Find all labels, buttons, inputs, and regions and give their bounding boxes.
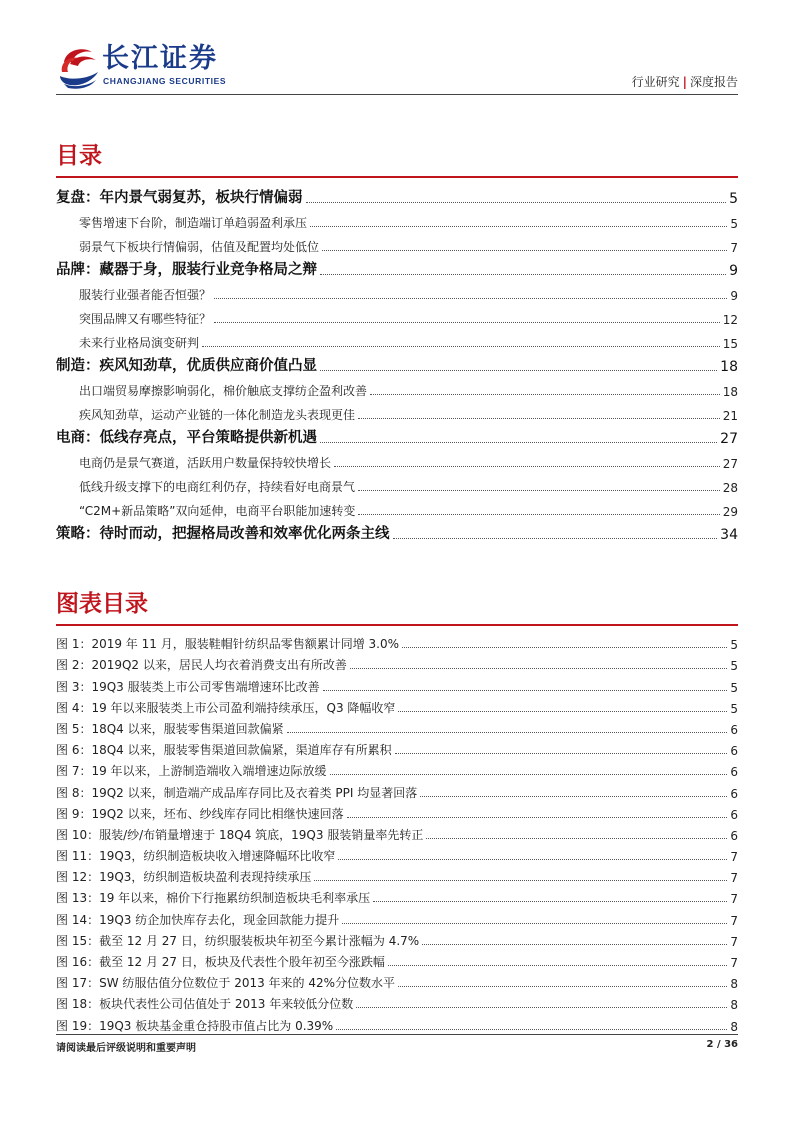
dot-leader [334, 466, 720, 467]
report-subtype: 深度报告 [689, 75, 738, 89]
toc-section-entry-page: 28 [722, 481, 738, 495]
figure-entry[interactable] [56, 631, 738, 652]
figure-entry-title: 图 12：19Q3，纺织制造板块盈利表现持续承压 [56, 870, 312, 885]
figure-entry[interactable] [56, 991, 738, 1012]
figure-entry-title: 图 7：19 年以来，上游制造端收入端增速边际放缓 [56, 764, 327, 779]
dot-leader [398, 711, 727, 712]
dot-leader [395, 753, 728, 754]
figure-entry-page: 8 [730, 1019, 738, 1034]
toc-title: 目录 [56, 143, 102, 169]
toc-chapter-entry-title: 品牌：藏器于身，服装行业竞争格局之辩 [56, 262, 317, 278]
toc-chapter-entry-title: 制造：疾风知劲草，优质供应商价值凸显 [56, 358, 317, 374]
figure-entry[interactable] [56, 1012, 738, 1033]
figure-toc-title: 图表目录 [56, 591, 148, 617]
dot-leader [358, 490, 720, 491]
toc-chapter-entry-page: 5 [729, 191, 738, 207]
toc-section-entry-page: 5 [730, 217, 738, 231]
toc-section-entry[interactable] [56, 495, 738, 519]
toc-section-entry-page: 18 [722, 385, 738, 399]
logo-wordmark-cn: 长江证券 [102, 43, 218, 74]
figure-entry-title: 图 8：19Q2 以来，制造端产成品库存同比及衣着类 PPI 均显著回落 [56, 785, 418, 800]
figure-list [56, 631, 738, 1034]
figure-entry-title: 图 1：2019 年 11 月，服装鞋帽针纺织品零售额累计同增 3.0% [56, 637, 400, 652]
figure-entry[interactable] [56, 695, 738, 716]
toc-section-entry[interactable] [56, 231, 738, 255]
toc-section-entry-title: 出口端贸易摩擦影响弱化，棉价触底支撑纺企盈利改善 [79, 384, 368, 398]
figure-entry-title: 图 2：2019Q2 以来，居民人均衣着消费支出有所改善 [56, 658, 347, 673]
figure-entry[interactable] [56, 949, 738, 970]
figure-entry[interactable] [56, 673, 738, 694]
figure-entry[interactable] [56, 822, 738, 843]
figure-entry[interactable] [56, 970, 738, 991]
figure-entry[interactable] [56, 652, 738, 673]
figure-entry[interactable] [56, 864, 738, 885]
toc-section-entry-title: 零售增速下台阶，制造端订单趋弱盈利承压 [79, 216, 308, 230]
figure-entry-page: 5 [730, 680, 738, 695]
dot-leader [422, 944, 727, 945]
footer-disclaimer: 请阅读最后评级说明和重要声明 [56, 1043, 196, 1054]
dot-leader [320, 370, 717, 371]
figure-toc-title-rule [56, 624, 738, 626]
changjiang-logo-icon [56, 42, 100, 90]
dot-leader [322, 250, 727, 251]
toc-section-entry[interactable] [56, 207, 738, 231]
dot-leader [370, 394, 720, 395]
toc-section-entry-title: 服装行业强者能否恒强？ [79, 288, 212, 302]
figure-entry-title: 图 5：18Q4 以来，服装零售渠道回款偏紧 [56, 721, 284, 736]
figure-entry-title: 图 18：板块代表性公司估值处于 2013 年来较低分位数 [56, 997, 354, 1012]
toc-section-entry-title: 未来行业格局演变研判 [79, 336, 200, 350]
figure-entry-page: 5 [730, 659, 738, 674]
figure-entry[interactable] [56, 737, 738, 758]
dot-leader [388, 965, 727, 966]
toc-chapter-entry[interactable] [56, 351, 738, 375]
figure-entry-title: 图 17：SW 纺服估值分位数位于 2013 年来的 42%分位数水平 [56, 976, 396, 991]
toc-section-entry-title: 电商仍是景气赛道，活跃用户数量保持较快增长 [79, 456, 332, 470]
dot-leader [202, 346, 720, 347]
toc-section-entry-title: 疾风知劲草，运动产业链的一体化制造龙头表现更佳 [79, 408, 356, 422]
dot-leader [393, 538, 718, 539]
dot-leader [420, 796, 727, 797]
figure-entry-page: 7 [730, 850, 738, 865]
figure-entry[interactable] [56, 843, 738, 864]
figure-entry-page: 8 [730, 977, 738, 992]
toc-section-entry-title: 低线升级支撑下的电商红利仍存，持续看好电商景气 [79, 480, 356, 494]
toc-chapter-entry-page: 34 [720, 527, 738, 543]
dot-leader [310, 226, 727, 227]
dot-leader [336, 1029, 727, 1030]
dot-leader [358, 514, 719, 515]
dot-leader [373, 901, 727, 902]
figure-entry-page: 6 [730, 722, 738, 737]
toc-chapter-entry[interactable] [56, 519, 738, 543]
toc-section-entry-page: 7 [730, 241, 738, 255]
toc-chapter-entry-title: 电商：低线存亮点，平台策略提供新机遇 [56, 430, 317, 446]
toc-section-entry-page: 21 [722, 409, 738, 423]
dot-leader [358, 418, 720, 419]
page-header [56, 40, 738, 94]
dot-leader [320, 442, 717, 443]
figure-entry[interactable] [56, 885, 738, 906]
toc-chapter-entry-page: 27 [720, 431, 738, 447]
toc-chapter-entry[interactable] [56, 255, 738, 279]
toc-section-entry[interactable] [56, 279, 738, 303]
toc-title-rule [56, 176, 738, 178]
header-divider [56, 94, 738, 95]
figure-entry[interactable] [56, 928, 738, 949]
figure-entry-page: 5 [730, 701, 738, 716]
table-of-contents [56, 183, 738, 543]
toc-section-entry-page: 29 [722, 505, 738, 519]
figure-entry-page: 5 [730, 638, 738, 653]
logo-wordmark-en: CHANGJIANG SECURITIES [103, 76, 227, 86]
toc-section-entry-page: 27 [722, 457, 738, 471]
figure-entry-page: 6 [730, 744, 738, 759]
dot-leader [350, 668, 727, 669]
figure-entry-page: 6 [730, 807, 738, 822]
dot-leader [214, 322, 720, 323]
figure-entry[interactable] [56, 906, 738, 927]
toc-section-entry-page: 12 [722, 313, 738, 327]
dot-leader [338, 859, 727, 860]
report-category: 行业研究 [631, 75, 680, 89]
toc-chapter-entry[interactable] [56, 423, 738, 447]
figure-entry-page: 7 [730, 892, 738, 907]
figure-entry-page: 8 [730, 998, 738, 1013]
toc-section-entry-title: 弱景气下板块行情偏弱，估值及配置均处低位 [79, 240, 320, 254]
dot-leader [214, 298, 727, 299]
figure-entry-page: 7 [730, 956, 738, 970]
toc-section-entry-title: “C2M+新品策略”双向延伸，电商平台职能加速转变 [79, 504, 356, 518]
toc-section-entry-page: 15 [722, 337, 738, 351]
dot-leader [356, 1007, 727, 1008]
dot-leader [323, 690, 728, 691]
figure-entry-title: 图 16：截至 12 月 27 日，板块及代表性个股年初至今涨跌幅 [56, 955, 385, 969]
dot-leader [426, 838, 727, 839]
dot-leader [320, 274, 726, 275]
figure-entry-page: 6 [730, 828, 738, 843]
figure-entry-page: 7 [730, 871, 738, 886]
figure-entry-title: 图 9：19Q2 以来，坯布、纱线库存同比相继快速回落 [56, 806, 344, 821]
dot-leader [342, 923, 727, 924]
dot-leader [287, 732, 728, 733]
toc-section-entry-page: 9 [730, 289, 738, 303]
figure-entry-title: 图 14：19Q3 纺企加快库存去化，现金回款能力提升 [56, 912, 340, 927]
figure-entry[interactable] [56, 716, 738, 737]
footer-page-number: 2 / 36 [706, 1039, 738, 1050]
toc-section-entry[interactable] [56, 447, 738, 471]
dot-leader [398, 986, 727, 987]
figure-entry[interactable] [56, 758, 738, 779]
figure-entry-title: 图 3：19Q3 服装类上市公司零售端增速环比改善 [56, 679, 320, 694]
figure-entry-title: 图 10：服装/纱/布销量增速于 18Q4 筑底，19Q3 服装销量率先转正 [56, 827, 424, 842]
toc-chapter-entry-title: 策略：待时而动，把握格局改善和效率优化两条主线 [56, 526, 390, 542]
figure-entry-title: 图 4：19 年以来服装类上市公司盈利端持续承压，Q3 降幅收窄 [56, 700, 396, 715]
report-type-label [632, 74, 738, 90]
toc-section-entry[interactable] [56, 399, 738, 423]
dot-leader [330, 774, 728, 775]
toc-section-entry[interactable] [56, 327, 738, 351]
figure-entry[interactable] [56, 801, 738, 822]
figure-entry-title: 图 15：截至 12 月 27 日，纺织服装板块年初至今累计涨幅为 4.7% [56, 933, 420, 948]
figure-entry-page: 7 [730, 913, 738, 928]
toc-chapter-entry[interactable] [56, 183, 738, 207]
dot-leader [314, 880, 727, 881]
toc-section-entry[interactable] [56, 303, 738, 327]
figure-entry-title: 图 19：19Q3 板块基金重仓持股市值占比为 0.39% [56, 1018, 334, 1033]
footer-divider [56, 1034, 738, 1035]
toc-section-entry[interactable] [56, 471, 738, 495]
toc-chapter-entry-page: 9 [729, 263, 738, 279]
figure-entry-title: 图 11：19Q3，纺织制造板块收入增速降幅环比收窄 [56, 849, 336, 864]
figure-entry-page: 7 [730, 934, 738, 949]
dot-leader [402, 647, 727, 648]
report-type-separator: | [682, 75, 687, 89]
figure-entry-page: 6 [730, 786, 738, 801]
toc-section-entry-title: 突围品牌又有哪些特征？ [79, 312, 212, 326]
toc-section-entry[interactable] [56, 375, 738, 399]
dot-leader [306, 202, 727, 203]
dot-leader [347, 817, 728, 818]
figure-entry-title: 图 6：18Q4 以来，服装零售渠道回款偏紧，渠道库存有所累积 [56, 743, 392, 758]
figure-entry[interactable] [56, 779, 738, 800]
figure-entry-title: 图 13：19 年以来，棉价下行拖累纺织制造板块毛利率承压 [56, 891, 371, 906]
toc-chapter-entry-page: 18 [720, 359, 738, 375]
toc-chapter-entry-title: 复盘：年内景气弱复苏，板块行情偏弱 [56, 190, 303, 206]
figure-entry-page: 6 [730, 765, 738, 780]
